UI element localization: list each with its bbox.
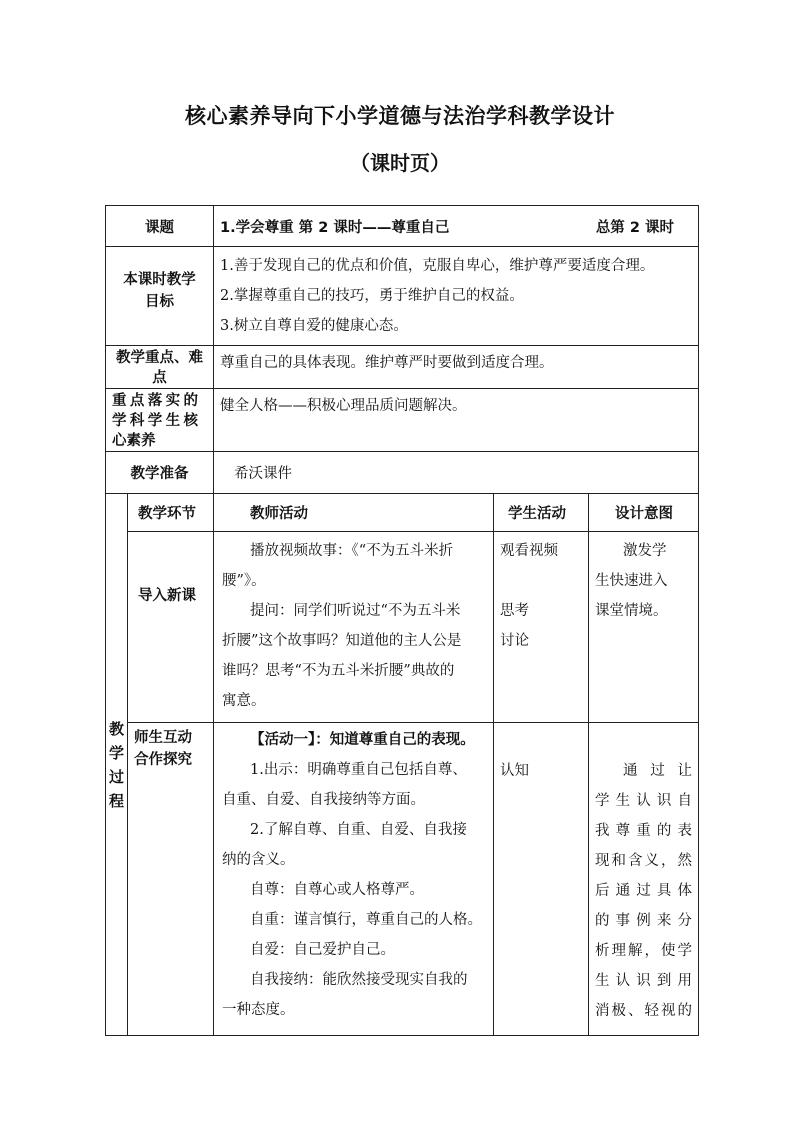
intro-student-activity: 观看视频 思考 讨论 (494, 532, 589, 723)
literacy-row (106, 389, 699, 452)
page-title: 核心素养导向下小学道德与法治学科教学设计 (185, 104, 615, 128)
interact-student-activity: 认知 (494, 723, 589, 1036)
goals-row (106, 247, 699, 346)
activity-title: 【活动一】：知道尊重自己的表现。 (250, 732, 475, 748)
interact-teacher-activity: 【活动一】：知道尊重自己的表现。 1.出示：明确尊重自己包括自尊、 自重、自爱、自我接纳等方面。 2.了解自尊、自重、自爱、自我接 纳的含义。 自尊：自尊心或人格尊严。 自重：谨言慎行，尊重自己的人格。 自爱：自己爱护自己。 自我接纳：能欣然接受现实自我的 一种态度。 (214, 723, 494, 1036)
goal-item: 3.树立自尊自爱的健康心态。 (220, 318, 408, 334)
header-intent: 设计意图 (589, 494, 699, 532)
page-subtitle: （课时页） (350, 151, 450, 175)
topic-value: 1.学会尊重 第 2 课时——尊重自己 (220, 219, 450, 236)
process-side-label: 教 学 过 程 (106, 494, 128, 1036)
interact-stage: 师生互动 合作探究 (128, 723, 214, 1036)
header-stage: 教学环节 (128, 494, 214, 532)
prep-row (106, 452, 699, 494)
goals-list (214, 247, 699, 346)
prep-label: 教学准备 (106, 452, 214, 494)
literacy-value: 健全人格——积极心理品质问题解决。 (214, 389, 699, 452)
intro-row (106, 532, 699, 723)
literacy-label: 重点落实的 学科学生核 心素养 (106, 389, 214, 452)
topic-total: 总第 2 课时 (595, 219, 674, 236)
goal-item: 1.善于发现自己的优点和价值，克服自卑心，维护尊严要适度合理。 (220, 258, 655, 274)
goals-label: 本课时教学 目标 (106, 247, 214, 346)
intro-teacher-activity: 播放视频故事：《“不为五斗米折 腰”》。 提问：同学们听说过“不为五斗米 折腰”这个故事吗？知道他的主人公是 谁吗？思考“不为五斗米折腰”典故的 寓意。 (214, 532, 494, 723)
prep-value: 希沃课件 (214, 452, 699, 494)
topic-label: 课题 (106, 206, 214, 247)
interact-row (106, 723, 699, 1036)
intro-stage: 导入新课 (128, 532, 214, 723)
keypoints-label: 教学重点、难 点 (106, 346, 214, 389)
interact-intent: 通过让 学生认识自 我尊重的表 现和含义，然 后通过具体 的事例来分 析理解，使学 生认识到用 消极、轻视的 (589, 723, 699, 1036)
goal-item: 2.掌握尊重自己的技巧，勇于维护自己的权益。 (220, 288, 524, 304)
lesson-plan-table (105, 205, 699, 1036)
topic-row (106, 206, 699, 247)
header-student: 学生活动 (494, 494, 589, 532)
header-teacher: 教师活动 (214, 494, 494, 532)
keypoints-value: 尊重自己的具体表现。维护尊严时要做到适度合理。 (214, 346, 699, 389)
keypoints-row (106, 346, 699, 389)
topic-value-cell (214, 206, 699, 247)
process-header-row (106, 494, 699, 532)
intro-intent: 激发学 生快速进入 课堂情境。 (589, 532, 699, 723)
